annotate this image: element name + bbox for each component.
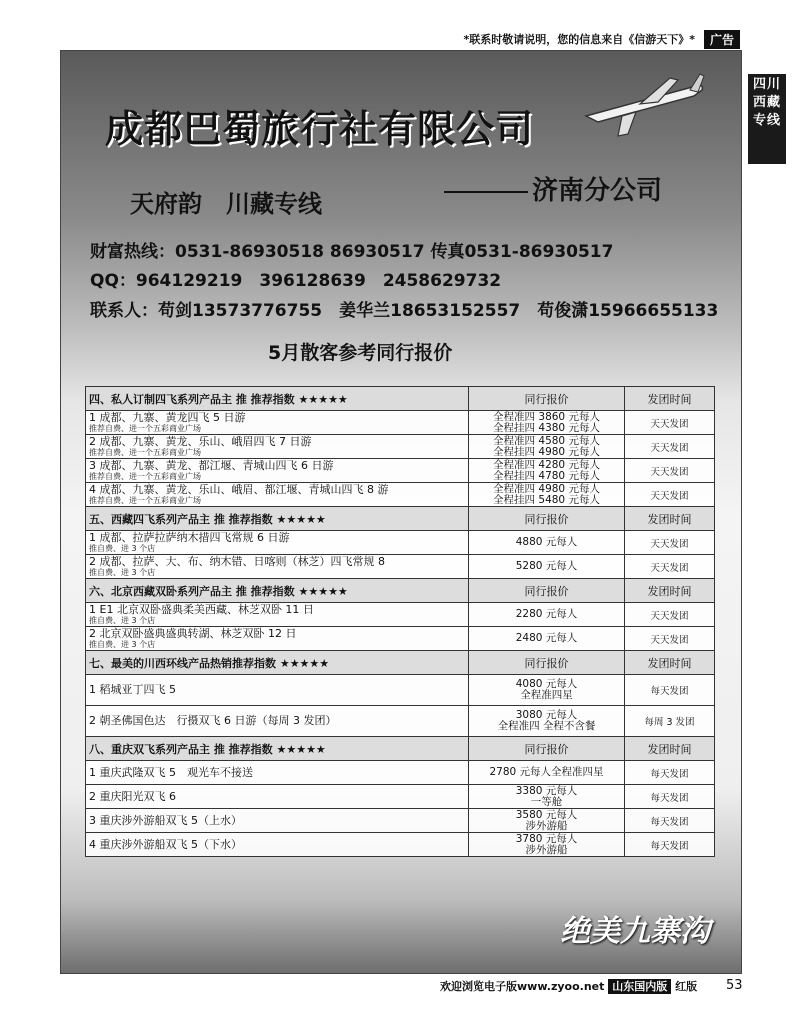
price-line: 全程挂四 4980 元每人 [493,445,600,458]
price-line: 3780 元每人 [515,832,578,845]
price-cell [469,435,625,459]
side-category-tab: 四川西藏专线 [748,74,786,164]
price-line: 4080 元每人 [515,678,578,690]
tour-cell [86,761,469,785]
price-cell [469,761,625,785]
price-line: 全程准四 4980 元每人 [493,482,600,495]
footer-edition: 山东国内版 [608,979,671,994]
price-cell [469,627,625,651]
table-row [86,411,715,435]
price-cell [469,411,625,435]
price-line: 全程准四 4280 元每人 [493,458,600,471]
price-line: 3380 元每人 [515,784,578,797]
price-line: 2280 元每人 [515,608,578,620]
tour-cell [86,675,469,706]
depart-cell: 天天发团 [625,411,715,435]
table-row [86,809,715,833]
depart-cell: 每天发团 [625,833,715,857]
tour-note: 推自费、进 3 个店 [89,639,156,649]
tour-cell [86,833,469,857]
section-title: 八、重庆双飞系列产品主 推 推荐指数 ★★★★★ [86,737,469,761]
tour-cell [86,555,469,579]
col-depart-header: 发团时间 [625,651,715,675]
tour-name: 2 重庆阳光双飞 6 [89,789,176,803]
airplane-icon [578,72,708,142]
tour-name: 2 成都、九寨、黄龙、乐山、峨眉四飞 7 日游 [89,434,312,448]
table-row [86,483,715,507]
depart-cell: 每周 3 发团 [625,706,715,737]
tour-cell [86,483,469,507]
top-bar [0,30,800,48]
col-depart-header: 发团时间 [625,579,715,603]
col-price-header: 同行报价 [469,387,625,411]
depart-cell: 每天发团 [625,675,715,706]
page-number: 53 [726,978,743,993]
section-header-row [86,651,715,675]
depart-cell: 每天发团 [625,785,715,809]
depart-cell: 天天发团 [625,627,715,651]
tour-name: 3 重庆涉外游船双飞 5（上水） [89,813,242,827]
tour-name: 1 重庆武隆双飞 5 观光车不接送 [89,765,253,779]
tour-note: 推荐自费、进一个五彩商业广场 [89,471,201,481]
tour-note: 推自费、进 3 个店 [89,615,156,625]
price-line: 2780 元每人全程准四星 [489,766,604,778]
tour-name: 1 成都、九寨、黄龙四飞 5 日游 [89,410,246,424]
depart-cell: 天天发团 [625,483,715,507]
price-cell [469,785,625,809]
section-header-row [86,507,715,531]
price-table [85,386,715,857]
tour-cell [86,459,469,483]
price-line: 5280 元每人 [515,560,578,572]
section-title: 五、西藏四飞系列产品主 推 推荐指数 ★★★★★ [86,507,469,531]
col-price-header: 同行报价 [469,737,625,761]
tour-cell [86,706,469,737]
price-cell [469,555,625,579]
tour-name: 4 重庆涉外游船双飞 5（下水） [89,837,242,851]
section-header-row [86,737,715,761]
table-row [86,603,715,627]
depart-cell: 天天发团 [625,531,715,555]
tour-name: 1 成都、拉萨拉萨纳木措四飞常规 6 日游 [89,530,290,544]
table-row [86,761,715,785]
col-price-header: 同行报价 [469,579,625,603]
tour-cell [86,627,469,651]
branch-label: 济南分公司 [532,176,663,206]
price-line: 2480 元每人 [515,632,578,644]
price-line: 全程挂四 5480 元每人 [493,493,600,506]
table-row [86,785,715,809]
price-line: 一等舱 [530,795,563,808]
table-row [86,675,715,706]
price-cell [469,483,625,507]
table-row [86,706,715,737]
footer-version: 红版 [675,980,698,993]
col-price-header: 同行报价 [469,507,625,531]
table-row [86,459,715,483]
tour-name: 3 成都、九寨、黄龙、都江堰、青城山四飞 6 日游 [89,458,334,472]
table-row [86,531,715,555]
price-line: 全程准四 全程不含餐 [497,720,596,732]
slogan: 天府韵 川藏专线 [130,190,322,218]
tour-note: 推自费、进 3 个店 [89,567,156,577]
tour-cell [86,411,469,435]
section-header-row [86,579,715,603]
price-line: 全程准四星 [520,689,573,701]
table-row [86,435,715,459]
calligraphy-slogan: 绝美九寨沟 [560,914,710,949]
footer-bar [440,978,697,994]
tour-note: 推荐自费、进一个五彩商业广场 [89,495,201,505]
depart-cell: 天天发团 [625,459,715,483]
branch-name [444,170,662,207]
price-line: 全程准四 4580 元每人 [493,434,600,447]
price-list-title: 5月散客参考同行报价 [268,342,453,364]
depart-cell: 每天发团 [625,761,715,785]
tour-cell [86,435,469,459]
section-title: 七、最美的川西环线产品热销推荐指数 ★★★★★ [86,651,469,675]
tour-name: 2 北京双卧盛典盛典转湖、林芝双卧 12 日 [89,626,297,640]
table-row [86,833,715,857]
depart-cell: 天天发团 [625,435,715,459]
col-depart-header: 发团时间 [625,387,715,411]
tour-cell [86,603,469,627]
price-line: 涉外游船 [525,843,568,856]
col-depart-header: 发团时间 [625,507,715,531]
section-title: 四、私人订制四飞系列产品主 推 推荐指数 ★★★★★ [86,387,469,411]
price-cell [469,459,625,483]
price-cell [469,833,625,857]
tour-name: 1 E1 北京双卧盛典柔美西藏、林芝双卧 11 日 [89,602,314,616]
footer-site: 欢迎浏览电子版www.zyoo.net [440,980,605,993]
tour-name: 4 成都、九寨、黄龙、乐山、峨眉、都江堰、青城山四飞 8 游 [89,482,389,496]
contact-persons: 联系人：苟剑13573776755 姜华兰18653152557 苟俊潇15966655133 [90,301,719,321]
price-cell [469,809,625,833]
hotline: 财富热线：0531-86930518 86930517 传真0531-86930517 [90,242,614,262]
tour-cell [86,785,469,809]
depart-cell: 天天发团 [625,555,715,579]
price-cell [469,706,625,737]
price-cell [469,603,625,627]
tour-cell [86,809,469,833]
price-line: 全程挂四 4380 元每人 [493,421,600,434]
tour-name: 2 朝圣佛国色达 行摄双飞 6 日游（每周 3 发团） [89,714,337,727]
price-line: 全程挂四 4780 元每人 [493,469,600,482]
table-row [86,627,715,651]
price-line: 全程准四 3860 元每人 [493,410,600,423]
qq-numbers: QQ：964129219 396128639 2458629732 [90,271,502,291]
ad-label: 广告 [704,30,740,49]
tour-name: 1 稻城亚丁四飞 5 [89,683,176,696]
col-depart-header: 发团时间 [625,737,715,761]
tour-note: 推荐自费、进一个五彩商业广场 [89,447,201,457]
depart-cell: 每天发团 [625,809,715,833]
price-line: 3080 元每人 [515,709,578,721]
depart-cell: 天天发团 [625,603,715,627]
tour-note: 推自费、进 3 个店 [89,543,156,553]
tour-name: 2 成都、拉萨、大、布、纳木错、日喀则（林芝）四飞常规 8 [89,554,385,568]
price-line: 4880 元每人 [515,536,578,548]
price-line: 涉外游船 [525,819,568,832]
col-price-header: 同行报价 [469,651,625,675]
price-cell [469,675,625,706]
tour-cell [86,531,469,555]
price-cell [469,531,625,555]
price-line: 3580 元每人 [515,808,578,821]
company-name: 成都巴蜀旅行社有限公司 [105,106,535,151]
table-row [86,555,715,579]
dash-line [444,191,528,193]
section-header-row [86,387,715,411]
source-notice: *联系时敬请说明，您的信息来自《信游天下》* [463,33,695,46]
section-title: 六、北京西藏双卧系列产品主 推 推荐指数 ★★★★★ [86,579,469,603]
tour-note: 推荐自费、进一个五彩商业广场 [89,423,201,433]
